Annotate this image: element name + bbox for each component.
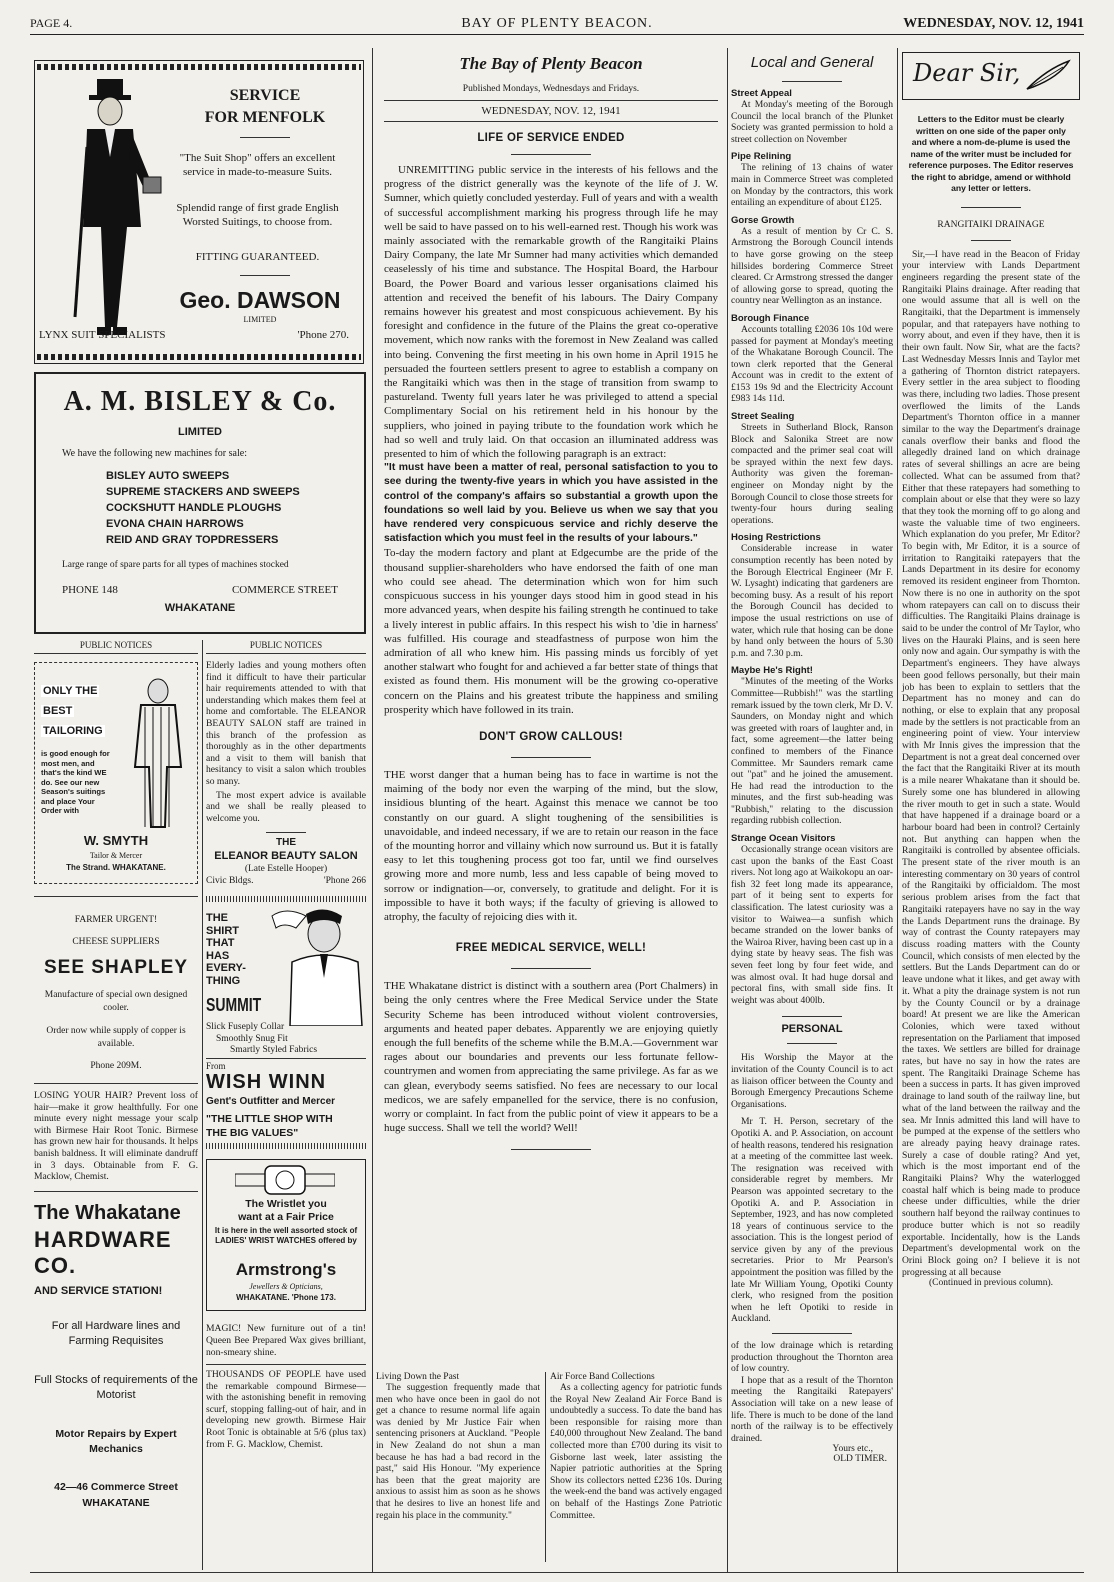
- editorial-p1: UNREMITTING public service in the interests of his fellows and the progress of the district generally was the keynote of the life of J. W. Sumner, which quietly concluded yesterday. Full of years and with a wealth of successful accomplishment marking his progress through life he may well be said to have passed on to his well-earned rest. Though his work was mainly associated with the remarkable growth of the Rangitaiki Plains Dairy Company, the late Mr Sumner had many activities which demanded ceaselessly of his time and substance. The Hospital Board, the Harbour Board, the Power Board and various lesser organisations claimed his attention and received the benefit of his labours. The Dairy Company remains however his greatest and most conspicuous achievement. By his foresight and confidence in the future of the Plains the great co-operative movement, which now ranks with the foremost in New Zealand was called into being. Convening the first meeting in his own home in April 1915 he persuaded the fourteen settlers present to agree to establish a company on the Rangitaiki which was then in the stage of transition from swamp to pastureland. Twenty full years later he was privileged to attend a special Complimentary Social on his retirement held in his honour by the suppliers, who joined in paying tribute to the foundation work which he had so well and truly laid. On that occasion an illuminated address was presented to him of which the following paragraph is an extract:: [384, 164, 718, 461]
- air-body: As a collecting agency for patriotic funds the Royal New Zealand Air Force Band is undoubtedly a success. To date the band has been responsible for raising more than £40,000 throughout New Zealand. The band collected more than £700 during its visit to Gisborne last week, later assisting the Napier patriotic authorities at the Spring Show its collectors netted £236 10s. During the week-end the band was actively engaged on behalf of the Hastings Zone Patriotic Committee.: [550, 1382, 722, 1521]
- hardware-line-4: For all Hardware lines and Farming Requisites: [51, 1319, 181, 1347]
- low-drainage: of the low drainage which is retarding production throughout the Thornton area of low country.: [731, 1340, 893, 1375]
- letter-signed: OLD TIMER.: [833, 1454, 887, 1465]
- menfolk-body-2: Splendid range of first grade English Worsted Suitings, to choose from.: [176, 202, 339, 228]
- menfolk-title-1: SERVICE: [229, 87, 301, 104]
- hardware-line-7: 42—46 Commerce Street: [54, 1480, 178, 1493]
- smyth-only: ONLY THE: [43, 685, 98, 697]
- bisley-street: COMMERCE STREET: [231, 584, 338, 596]
- smyth-tailoring: TAILORING: [43, 725, 103, 737]
- tailor-figure-illustration: [123, 677, 193, 832]
- smyth-addr: The Strand. WHAKATANE.: [66, 863, 166, 872]
- local-item-body: At Monday's meeting of the Borough Council the local branch of the Plunket Society was granted permission to hold a street collection on November: [731, 99, 893, 145]
- armstrong-phone: WHAKATANE. 'Phone 173.: [236, 1293, 336, 1303]
- wish-little-2: THE BIG VALUES": [206, 1127, 299, 1140]
- bisley-spare: Large range of spare parts for all types of machines stocked: [62, 560, 289, 570]
- editorial-p2: To-day the modern factory and plant at Edgecumbe are the pride of the thousand supplier-shareholders who have endorsed the faith of one man who could see ahead. The determination which won for him such conspicuous success in his younger days stood him in good stead in his more advanced years, when despite his failing strength he continued to take a lively interest in public affairs. In this respect his wish to 'die in harness' was fulfilled. His courage and steadfastness of purpose won him the admiration of all who knew him. His passing minds us forcibly of yet another stalwart who fought for and achieved a far better state of things that existed as found them. His monument will be the growing co-operative concern on the Plains and his greatest tribute the happiness and smiling prosperity which have followed in its train.: [384, 547, 718, 716]
- hardware-line-8: WHAKATANE: [82, 1496, 150, 1509]
- local-item-head: Pipe Relining: [731, 151, 792, 163]
- menfolk-title-2: FOR MENFOLK: [204, 109, 326, 126]
- dawson-specialists: LYNX SUIT SPECIALISTS: [39, 329, 166, 341]
- cheese-suppliers: CHEESE SUPPLIERS: [72, 937, 160, 947]
- summit-line: HAS: [206, 949, 230, 962]
- local-item-head: Strange Ocean Visitors: [731, 833, 836, 845]
- beauty-phone: 'Phone 266: [323, 876, 366, 887]
- smyth-sub: Tailor & Mercer: [89, 851, 143, 860]
- wristlet-ad: [206, 1159, 366, 1311]
- editorial-column: [384, 48, 718, 1150]
- shapley-order: Order now while supply of copper is available.: [46, 1026, 186, 1049]
- local-item-head: Hosing Restrictions: [731, 532, 821, 544]
- beauty-text-1: Elderly ladies and young mothers often find it difficult to have their particular hair requirements attended to with that understanding which makes them feel at home and comfortable. The ELEANOR BEAUTY SALON staff are trained in this branch of the profession as thoroughly as in the other departments and a visit to them will banish that hesitancy to visit a salon which troubles so many.: [206, 660, 366, 787]
- farmer-urgent: FARMER URGENT!: [74, 915, 158, 925]
- public-notices-right: [206, 640, 366, 1450]
- living-head: Living Down the Past: [376, 1372, 460, 1382]
- drainage-body: Sir,—I have read in the Beacon of Friday your interview with Lands Department engineers regarding the present state of the Rangitaiki Plains drainage. After reading that one would assume that all is well on the Rangitaiki, that the Department is immensely popular, and that ratepayers have nothing to worry about, and even if they have, then it is their own fault. Now Sir, what are the facts? Last Wednesday Messrs Innis and Taylor met a gathering of Thornton district ratepayers. Every settler in the area subject to flooding was there, including two ladies. Those present overflowed the limits of the Lands Department's Thornton office in a manner similar to the way the Department's drainage canals overflow their banks and flood the allegedly drained land on which drainage rates of several shillings an acre are being collected. What can be assumed from that? Either that these ratepayers had something to complain about or else that they were so lazy that they took the morning off to go along and waste the valuable time of two engineers. Which explanation do you prefer, Mr Editor? To begin with, Mr Editor, it is a source of irritation to Rangitaiki ratepayers that the Lands Department in its desire for economy removed its resident engineer from Thornton. Now there is no one in authority on the spot whom ratepayers can call on to discuss their difficulties. The Rangitaiki Plains drainage is said to be under the control of Mr Taylor, who lives on the Hauraki Plains, and is seen here only now and again. Our sympathy is with the Department's engineers. They have always been good fellows personally, but their main job has been to explain to settlers that the Department has no money and can do nothing, or else to explain that any proposal made by the settlers is not practicable from an engineering point of view. Your interview with Mr Innis gives the impression that the Department is not a great deal concerned over the fact that the Rangitaiki River at its mouth is a mile nearer Whakatane than it should be. Surely some one has blundered in allowing the river mouth to get in such a state. Would that have happened if a drainage board or a harbour board had been in control? Certainly not. But anything can happen when the Rangitaiki is controlled by absentee officials. The present state of the river mouth is an interesting commentary on 30 years of control of the Rangitaiki by officialdom. The most serious problem arises from the fact that Rangitaiki ratepayers have no say in the way the Lands Department runs the drainage. By way of contrast the County ratepayers may discuss roading matters with the County Council, which consists of men elected by the settlers. But the Lands Department can do or leave undone what it likes, and get away with it. What a pity the drainage system is not run by the County Council or by a drainage board! At present we are like the American Colonies, which were taxed without representation on the Parliament that imposed the taxes. We settlers are billed for drainage rates, but have no say in how the rates are spent. The Rangitaiki Drainage Scheme has been a success in parts. It has given improved drainage to land south of the railway line, but what of the land between the railway and the sea. Mr Innis admitted this land will have to be pumped at the expense of the settlers who are already paying heavy drainage rates. Surely a case of double rating? And yet, which is the most important end of the Rangitaiki Plains? Why the waterlogged coastal half which is being made to produce cheese under difficulties, while the drier southern half beyond the railway continues to produce butter which is not so readily exportable. Incidentally, how is the Lands Department's developmental work on the Orini Block going on? I believe it is not progressing at all because: [902, 248, 1080, 1278]
- wish-outfitter: Gent's Outfitter and Mercer: [206, 1096, 336, 1108]
- menfolk-body-3: FITTING GUARANTEED.: [195, 251, 320, 263]
- notices-head: PUBLIC NOTICES: [34, 640, 198, 654]
- gentleman-illustration: [57, 77, 167, 347]
- wristwatch-illustration: [235, 1164, 335, 1196]
- summit-line: Slick Fuseply Collar: [206, 1022, 285, 1033]
- drainage-continued: (Continued in previous column).: [928, 1278, 1053, 1289]
- local-item-body: Streets in Sutherland Block, Ranson Block and Salonika Street are now compacted and the primer seal coat will be sprayed within the next few days. Authority was given the foreman-engineer on Monday night by the Borough Council to close those streets for twenty-four hours during sealing operations.: [731, 422, 893, 526]
- menfolk-ad: [34, 60, 364, 364]
- personal-head: PERSONAL: [781, 1023, 843, 1036]
- summit-line: Smoothly Snug Fit: [216, 1033, 288, 1044]
- air-force-band: [550, 1372, 722, 1521]
- summit-line: SHIRT: [206, 924, 239, 937]
- dawson-phone: 'Phone 270.: [297, 329, 349, 341]
- personal-p1: His Worship the Mayor at the invitation of the County Council is to act as liaison officer between the County and Borough Emergency Precautions Scheme Organisations.: [731, 1052, 893, 1110]
- local-title: Local and General: [750, 54, 874, 71]
- smyth-name: W. SMYTH: [83, 833, 149, 848]
- armstrong-sub: Jewellers & Opticians,: [249, 1282, 323, 1292]
- smyth-body: is good enough for most men, and that's the kind WE do. See our new Season's suitings and place Your Order with: [41, 749, 110, 815]
- hair-notice: LOSING YOUR HAIR? Prevent loss of hair—make it grow healthfully. For one minute every night message your scalp with Birmese Hair Root Tonic. Birmese has grown new hair for thousands. It helps banish baldness. It will eliminate dandruff in 3 days. Obtainable from F. G. Macklow, Chemist.: [34, 1090, 198, 1183]
- summit-line: Smartly Styled Fabrics: [230, 1045, 318, 1056]
- wristlet-line-1: The Wristlet you: [245, 1198, 327, 1211]
- dawson-name: Geo. DAWSON: [179, 287, 341, 313]
- living-down-past: [376, 1372, 540, 1521]
- bisley-town: WHAKATANE: [164, 602, 236, 614]
- hardware-line-5: Full Stocks of requirements of the Motorist: [34, 1373, 198, 1401]
- see-shapley: SEE SHAPLEY: [43, 957, 189, 978]
- wristlet-line-2: want at a Fair Price: [238, 1211, 334, 1224]
- page-header: [30, 12, 1084, 35]
- beauty-text-2: The most expert advice is available and we shall be really pleased to welcome you.: [206, 789, 366, 824]
- local-item-body: Considerable increase in water consumption recently has been noted by the Borough Electrical Engineer (Mr F. W. Lysaght) indicating that gardeners are becoming busy. As a result of his report the Borough Council has decided to impose the usual restrictions on use of water, which rule that hosing can be done by hand only between the hours of 5.30 p.m. and 7.30 p.m.: [731, 543, 893, 659]
- letter-yours: Yours etc.,: [832, 1444, 873, 1455]
- editorial-date: WEDNESDAY, NOV. 12, 1941: [481, 105, 621, 117]
- headline-callous: DON'T GROW CALLOUS!: [479, 730, 623, 743]
- bisley-item: EVONA CHAIN HARROWS: [106, 518, 244, 530]
- summit-shirt-text: [206, 912, 246, 987]
- smyth-ad: [34, 662, 198, 884]
- dawson-limited: LIMITED: [243, 315, 277, 324]
- local-item-head: Street Sealing: [731, 411, 795, 423]
- bisley-limited: LIMITED: [178, 426, 222, 438]
- bisley-item: COCKSHUTT HANDLE PLOUGHS: [106, 502, 282, 514]
- bisley-name: A. M. BISLEY & Co.: [63, 386, 337, 417]
- shapley-body: Manufacture of special own designed cooler.: [44, 990, 188, 1013]
- local-item-head: Gorse Growth: [731, 214, 795, 226]
- armstrong-name: Armstrong's: [235, 1260, 337, 1280]
- local-item-head: Maybe He's Right!: [731, 665, 813, 677]
- hardware-line-6: Motor Repairs by Expert Mechanics: [55, 1427, 177, 1455]
- published-line: Published Mondays, Wednesdays and Fridays.: [462, 84, 640, 94]
- summit-line: EVERY-: [206, 962, 246, 975]
- bisley-item: SUPREME STACKERS AND SWEEPS: [106, 486, 300, 498]
- hardware-line-1: The Whakatane: [34, 1201, 181, 1224]
- drainage-head: RANGITAIKI DRAINAGE: [937, 219, 1045, 230]
- quill-pen-icon: [1023, 59, 1073, 93]
- headline-life: LIFE OF SERVICE ENDED: [477, 132, 625, 144]
- bisley-item: REID AND GRAY TOPDRESSERS: [106, 534, 279, 546]
- summit-brand: SUMMIT: [206, 994, 262, 1016]
- local-general-column: [731, 48, 893, 1464]
- letters-column: [902, 48, 1080, 1288]
- editorial-p3: THE worst danger that a human being has to face in wartime is not the maiming of the body nor even the warping of the mind, but the slow, insidious blunting of the heart. Against this menace we cannot be too constantly on our guard. A slight toughening of the sensibilities is unavoidable, and indeed necessary, if we are to retain our reason in the face of the mounting horror and villainy which now surround us. But it is fatally easy to let this toughening process got too far, until we find ourselves growing more and more numb, less and less capable of being moved to sorrow or indignation—or, conversely, to gratitude and delight. For it is impossible to have it both ways; if the faculty of grieving is allowed to atrophy, the faculty of rejoicing dies with it.: [384, 768, 718, 923]
- summit-line: THAT: [206, 937, 235, 950]
- summit-ad: [206, 912, 366, 1056]
- hope-text: I hope that as a result of the Thornton meeting the Rangitaiki Ratepayers' Association will take on a new lease of life. There is much to be done of the land north of the railway is to be effectively drained.: [731, 1374, 893, 1444]
- wish-winn: WISH WINN: [206, 1071, 327, 1094]
- smyth-best: BEST: [43, 705, 73, 717]
- local-item-body: Accounts totalling £2036 10s 10d were passed for payment at Monday's meeting of the Whakatane Borough Council. The town clerk reported that the General Account was in credit to the extent of £153 19s 9d and the Electricity Account £983 14s 11d.: [731, 323, 893, 405]
- local-item-head: Street Appeal: [731, 88, 792, 99]
- air-head: Air Force Band Collections: [550, 1372, 655, 1382]
- dear-sir-box: [902, 52, 1080, 100]
- notices-head: PUBLIC NOTICES: [206, 640, 366, 654]
- living-body: The suggestion frequently made that men who have once been in gaol do not get a chance to resume normal life again was denied by Mr Justice Fair when sentencing prisoners at Auckland. "People in New Zealand do not shun a man because he has had a bad record in the past," said His Honour. "My experience has been that the great majority are anxious to assist him as soon as he shows that he desires to live an honest life and regain his place in the community.": [376, 1382, 540, 1521]
- local-item-body: As a result of mention by Cr C. S. Armstrong the Borough Council intends to have gorse growing on the steep hillsides bordering Commerce Street cleared. Cr Armstrong stressed the danger of allowing gorse to spread, quoting the country near Wellington as an instance.: [731, 225, 893, 307]
- thousands-notice: THOUSANDS OF PEOPLE have used the remarkable compound Birmese—with the astonishing benefit in removing scurf, stopping falling-out of hair, and in developing new growth. Birmese Hair Root Tonic is obtainable at 5/6 (plus tax) from F. G. Macklow, Chemist.: [206, 1369, 366, 1450]
- beauty-the: THE: [276, 837, 296, 849]
- magic-notice: MAGIC! New furniture out of a tin! Queen Bee Prepared Wax gives brilliant, non-smeary shine.: [206, 1323, 366, 1358]
- wish-little-1: "THE LITTLE SHOP WITH: [206, 1113, 333, 1126]
- letter-rules: Letters to the Editor must be clearly written on one side of the paper only and where a nom-de-plume is used the name of the writer must be included for reference purposes. The Editor reserves the right to abridge, amend or withhold any letter or letters.: [908, 114, 1074, 193]
- public-notices-left: [34, 640, 198, 1509]
- summit-line: THE: [206, 912, 228, 925]
- local-item-body: The relining of 13 chains of water main in Commerce Street was completed on Monday by the contractors, this work entailing an expenditure of about £125.: [731, 162, 893, 209]
- dear-sir-script: Dear Sir,: [913, 59, 1021, 87]
- bisley-intro: We have the following new machines for sale:: [62, 448, 247, 459]
- hardware-line-3: AND SERVICE STATION!: [34, 1284, 163, 1297]
- personal-p2: Mr T. H. Person, secretary of the Opotiki A. and P. Association, on account of health reasons, tendered his resignation at a meeting of the committee last week. The resignation was received with considerable regret by members. Mr Pearson was appointed secretary to the Opotiki A. and P. Association in September, 1923, and has now completed 18 years of continuous service to the association. This is the longest period of service given by any of the previous secretaries. Prior to Mr Pearson's appointment the position was filled by the late Mr William Young, Opotiki County clerk, who resigned from the position when he left Opotiki to reside in Auckland.: [731, 1116, 893, 1325]
- shapley-phone: Phone 209M.: [90, 1061, 142, 1071]
- wristlet-line-3: It is here in the well assorted stock of LADIES' WRIST WATCHES offered by: [214, 1226, 358, 1246]
- page-number: PAGE 4.: [30, 16, 73, 30]
- masthead: The Bay of Plenty Beacon: [459, 54, 643, 73]
- local-item-head: Borough Finance: [731, 312, 810, 324]
- wish-from: From: [206, 1061, 226, 1072]
- paper-name: BAY OF PLENTY BEACON.: [461, 16, 653, 31]
- menfolk-body-1: "The Suit Shop" offers an excellent service in made-to-measure Suits.: [179, 152, 336, 178]
- bisley-ad: [34, 372, 366, 634]
- page-date: WEDNESDAY, NOV. 12, 1941: [903, 16, 1084, 31]
- headline-medical: FREE MEDICAL SERVICE, WELL!: [455, 942, 647, 955]
- bisley-phone: PHONE 148: [62, 584, 118, 596]
- beauty-late: (Late Estelle Hooper): [244, 864, 328, 875]
- bottom-rule: [30, 1572, 1084, 1573]
- local-item-body: "Minutes of the meeting of the Works Committee—Rubbish!" was the startling remark issued by the town clerk, Mr D. V. Saunders, on Monday night and which was greeted with roars of laughter and, in fact, some agreement—the latter being confined to members of the Finance Committee. Mr Saunders remark came out "pat" and he joined the amusement. He had read the introduction to the minutes, and the first sub-heading was "Rubbish," relating to the discussion regarding rubbish collection.: [731, 676, 893, 827]
- editorial-p4: THE Whakatane district is distinct with a southern area (Port Chalmers) in being the only centres where the Free Medical Service under the State Security Scheme has been introduced without violent controversies, arguments and heated paper debates. Apparently we are enjoying quietly enough the full benefits of the scheme while the B.M.A.—Government war rages about our boundaries and prevents our less fortunate fellow-countrymen and women from appreciating the same privilege. As far as we can glean, everybody seems satisfied. No fees are necessary to our local medicos, we are safely empanelled for the service, there is no confusion, worry or complaint. In fact from the public point of view it appears to be a huge success. Shall we tell the world? Well!: [384, 980, 718, 1135]
- beauty-civic: Civic Bldgs.: [206, 876, 254, 887]
- local-item-body: Occasionally strange ocean visitors are cast upon the banks of the East Coast rivers. Not long ago at Waikokopu an oar-fish 32 feet long made its appearance, part of it being sent to experts for classification. The latest curiosity was a visitor to Waiwea—a sunfish which became stranded on the lower banks of the Wairoa River, having been cast up in a dying state by heavy seas. The fish was seven feet long by four feet wide, and was almost oval. It had huge dorsal and pectoral fins, with small side fins. It weight was about 400lb.: [731, 844, 893, 1006]
- editorial-quote: "It must have been a matter of real, personal satisfaction to you to see during the twenty-five years in which you have assisted in the control of the company's affairs so substantial a growth upon the foundations so well laid by you. Believe us when we say that you have rendered very conspicuous service and richly deserve the satisfaction which you must feel in the results of your labours.": [384, 462, 718, 545]
- summit-line: THING: [206, 974, 241, 987]
- shirt-man-illustration: [266, 906, 366, 1026]
- beauty-salon-name: ELEANOR BEAUTY SALON: [214, 850, 358, 863]
- hardware-line-2: HARDWARE CO.: [34, 1226, 172, 1278]
- bisley-item: BISLEY AUTO SWEEPS: [106, 470, 230, 482]
